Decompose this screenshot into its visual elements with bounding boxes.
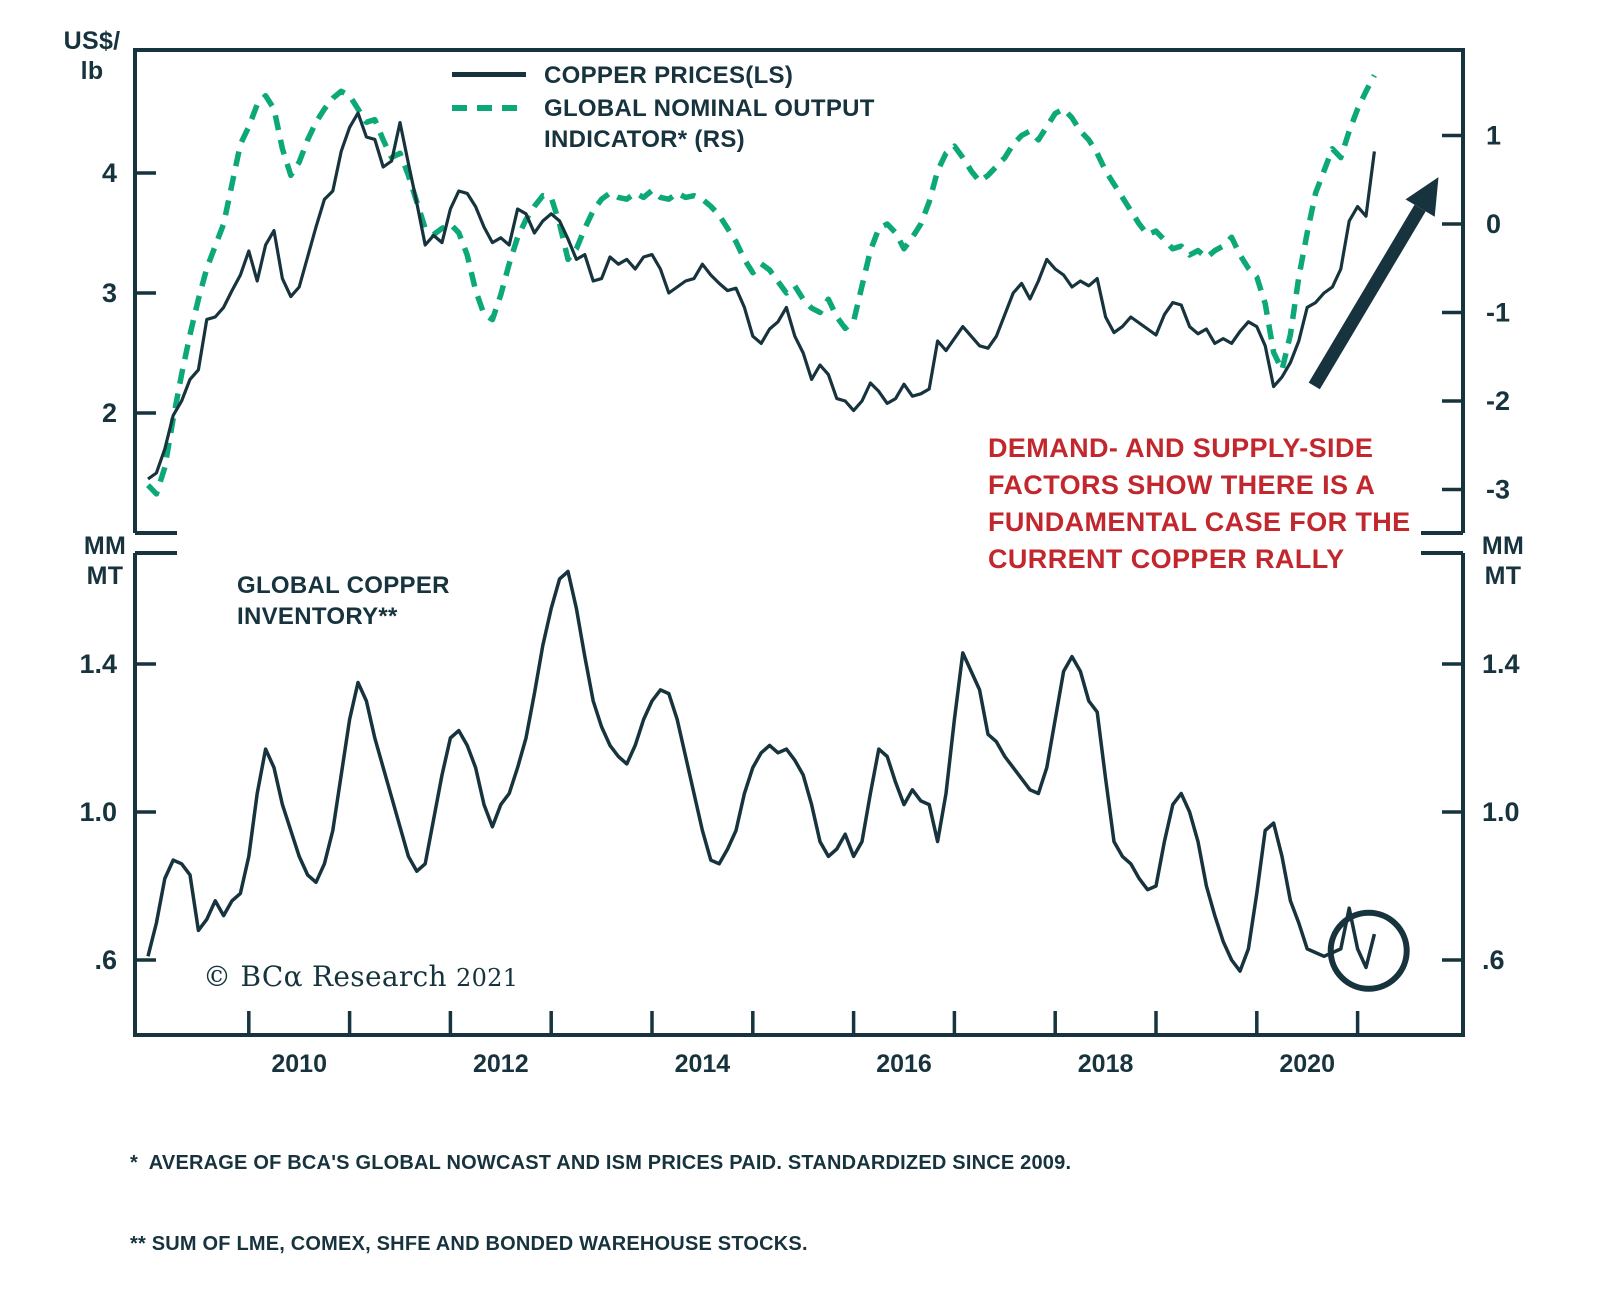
mm-label: MM [83,532,127,560]
x-axis-year-label: 2018 [1077,1050,1134,1078]
legend-label-copper: COPPER PRICES(LS) [544,62,794,89]
legend-item-gnoi [452,93,892,155]
bottom-left-tick-label: .6 [94,945,117,975]
red-note-line: FUNDAMENTAL CASE FOR THE [988,507,1411,537]
footnote-2: ** SUM OF LME, COMEX, SHFE AND BONDED WAREHOUSE STOCKS. [130,1233,808,1255]
red-note-line: FACTORS SHOW THERE IS A [988,470,1376,500]
x-axis-year-label: 2014 [674,1050,731,1078]
top-left-axis-unit [60,26,124,86]
x-axis-year-label: 2016 [876,1050,932,1078]
legend-item-copper [452,60,892,91]
top-right-tick-label: 1 [1486,120,1502,151]
top-right-tick-label: -1 [1486,297,1511,328]
bottom-left-tick-label: 1.4 [79,649,117,679]
footnote-1: * AVERAGE OF BCA'S GLOBAL NOWCAST AND ISM PRICES PAID. STANDARDIZED SINCE 2009. [130,1152,1072,1174]
x-axis-year-label: 2020 [1279,1050,1336,1078]
red-note-line: CURRENT COPPER RALLY [988,544,1345,574]
bottom-right-tick-label: 1.4 [1482,649,1520,679]
top-left-tick-label: 2 [101,398,117,428]
x-axis-year-label: 2012 [472,1050,529,1078]
mm-label: MM [1481,532,1525,560]
copyright-brand: © BCα Research [203,960,447,993]
solid-line-swatch-icon [452,72,526,77]
top-left-tick-label: 3 [101,278,117,308]
copyright [203,960,518,993]
red-note-line: DEMAND- AND SUPPLY-SIDE [988,433,1374,463]
dashed-line-swatch-icon [452,105,526,111]
top-right-tick-label: -2 [1486,386,1511,416]
inventory-chart-title: GLOBAL COPPER INVENTORY** [237,572,450,630]
bottom-right-tick-label: 1.0 [1482,797,1520,827]
axis-unit-line1: US$/ [63,27,121,55]
mt-label: MT [86,562,124,590]
mt-label: MT [1484,562,1522,590]
bottom-right-tick-label: .6 [1482,945,1505,975]
top-right-tick-label: -3 [1486,474,1511,505]
bottom-left-axis-unit [76,531,134,591]
bottom-left-tick-label: 1.0 [79,797,117,827]
footnotes [130,1096,1071,1312]
axis-unit-line2: lb [80,57,104,85]
rally-arrow-shaft [1314,208,1420,386]
legend-label-gnoi: GLOBAL NOMINAL OUTPUT INDICATOR* (RS) [544,95,875,153]
copyright-year: 2021 [456,964,519,992]
legend [452,60,892,157]
top-right-tick-label: 0 [1486,209,1502,239]
red-callout-note [988,430,1418,578]
bottom-right-axis-unit [1474,531,1532,591]
top-left-tick-label: 4 [101,158,117,188]
copper-price-line [148,113,1374,479]
x-axis-year-label: 2010 [271,1050,328,1078]
